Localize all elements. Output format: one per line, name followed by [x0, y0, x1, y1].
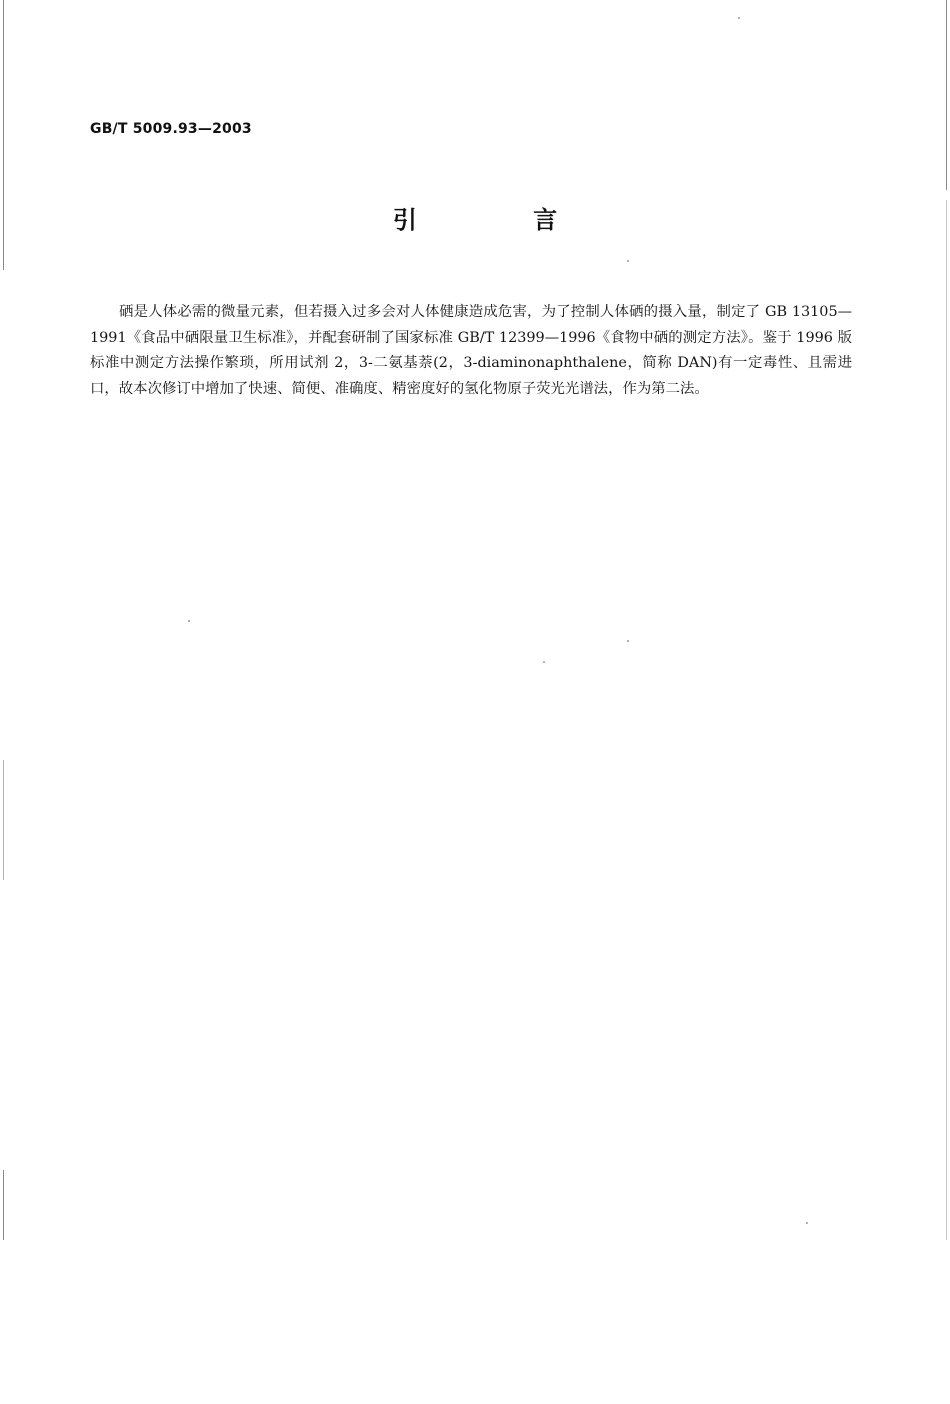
- section-title: 引 言: [392, 206, 612, 234]
- scan-edge-line: [3, 1170, 4, 1240]
- scan-edge-line: [3, 760, 4, 880]
- scan-speck: [738, 17, 740, 19]
- standard-number: GB/T 5009.93—2003: [90, 121, 252, 137]
- scan-speck: [627, 640, 629, 642]
- scan-speck: [188, 620, 190, 622]
- introduction-paragraph: 硒是人体必需的微量元素，但若摄入过多会对人体健康造成危害，为了控制人体硒的摄入量，制定了 GB 13105—1991《食品中硒限量卫生标准》，并配套研制了国家标准 GB/T 12399—1996《食物中硒的测定方法》。鉴于 1996 版标准中测定方法操作繁琐，所用试剂 2，3-二氨基萘(2，3-diaminonaphthalene，简称 DAN)有一定毒性、且需进口，故本次修订中增加了快速、简便、准确度、精密度好的氢化物原子荧光光谱法，作为第二法。: [90, 304, 852, 397]
- scan-edge-line: [946, 200, 947, 1240]
- scan-speck: [627, 260, 629, 262]
- scan-speck: [543, 661, 545, 663]
- scan-edge-line: [946, 0, 947, 190]
- scan-speck: [806, 1222, 808, 1224]
